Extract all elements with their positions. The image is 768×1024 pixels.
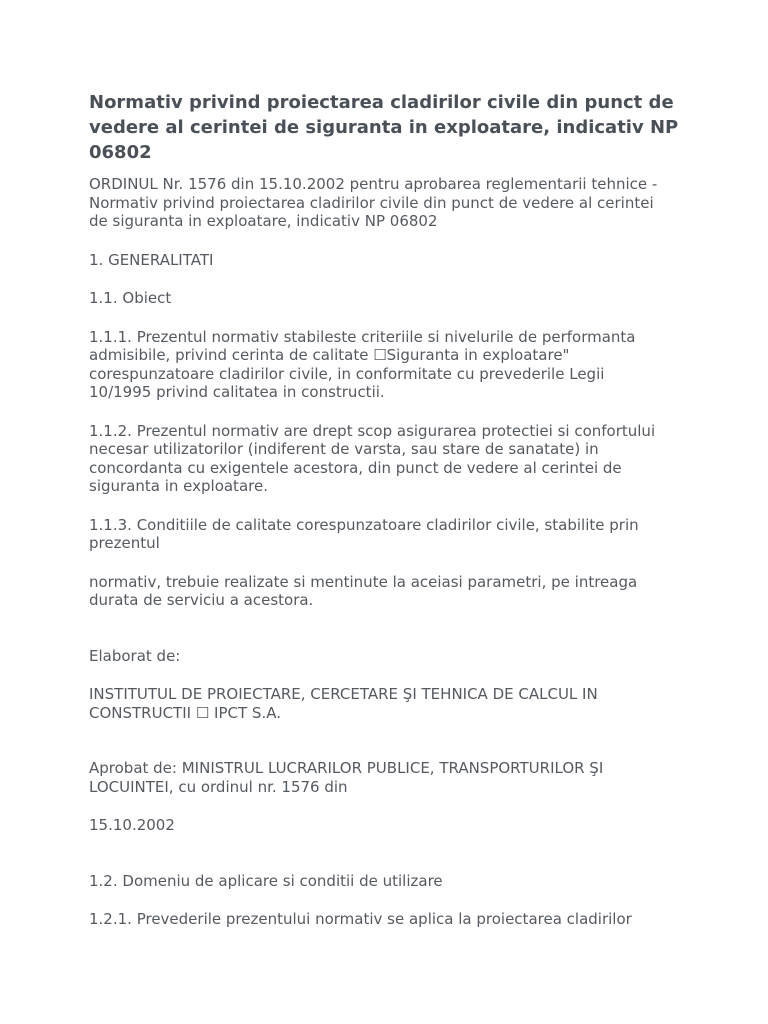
paragraph-aprobat: [89, 759, 689, 796]
text-line: durata de serviciu a acestora.: [89, 591, 314, 609]
title-line: Normativ privind proiectarea cladirilor civile din punct de: [89, 92, 674, 113]
text-line: necesar utilizatorilor (indiferent de varsta, sau stare de sanatate) in: [89, 440, 599, 458]
text-line: siguranta in exploatare.: [89, 477, 268, 495]
text-line: Normativ privind proiectarea cladirilor civile din punct de vedere al cerintei: [89, 193, 654, 212]
label-elaborat: [89, 647, 689, 666]
paragraph-institutul: [89, 685, 689, 722]
document-title: [89, 90, 689, 165]
paragraph-1-1-2: [89, 422, 689, 496]
title-line: 06802: [89, 142, 152, 163]
text-line: 15.10.2002: [89, 816, 175, 834]
text-line: prezentul: [89, 534, 160, 552]
paragraph-ordin: [89, 175, 689, 231]
text-line: concordanta cu exigentele acestora, din punct de vedere al cerintei de: [89, 458, 622, 477]
text-line: CONSTRUCTII ☐ IPCT S.A.: [89, 703, 281, 722]
title-line: vedere al cerintei de siguranta in exploatare, indicativ NP: [89, 117, 679, 138]
text-line: 1.1.2. Prezentul normativ are drept scop asigurarea protectiei si confortului: [89, 421, 656, 440]
text-line: INSTITUTUL DE PROIECTARE, CERCETARE ŞI TEHNICA DE CALCUL IN: [89, 685, 598, 703]
text-line: de siguranta in exploatare, indicativ NP 06802: [89, 212, 438, 230]
section-heading-obiect: [89, 289, 689, 308]
text-line: 10/1995 privind calitatea in constructii.: [89, 383, 385, 401]
paragraph-data: [89, 816, 689, 835]
text-line: LOCUINTEI, cu ordinul nr. 1576 din: [89, 777, 348, 796]
section-heading-generalitati: [89, 251, 689, 270]
text-line: normativ, trebuie realizate si mentinute la aceiasi parametri, pe intreaga: [89, 572, 638, 591]
paragraph-1-1-1: [89, 328, 689, 402]
text-line: 1.1.3. Conditiile de calitate corespunzatoare cladirilor civile, stabilite prin: [89, 515, 639, 534]
section-heading-domeniu: [89, 872, 689, 891]
text-line: ORDINUL Nr. 1576 din 15.10.2002 pentru aprobarea reglementarii tehnice -: [89, 175, 658, 193]
text-line: admisibile, privind cerinta de calitate ☐Siguranta in exploatare": [89, 346, 570, 364]
paragraph-1-2-1: [89, 910, 689, 929]
text-line: 1.2. Domeniu de aplicare si conditii de utilizare: [89, 871, 443, 890]
text-line: 1.1.1. Prezentul normativ stabileste criteriile si nivelurile de performanta: [89, 327, 636, 346]
text-line: Elaborat de:: [89, 646, 181, 665]
text-line: Aprobat de: MINISTRUL LUCRARILOR PUBLICE, TRANSPORTURILOR ŞI: [89, 759, 604, 777]
text-line: corespunzatoare cladirilor civile, in conformitate cu prevederile Legii: [89, 364, 605, 383]
document-page: [89, 90, 689, 929]
text-line: 1. GENERALITATI: [89, 250, 214, 269]
paragraph-normativ: [89, 573, 689, 610]
text-line: 1.2.1. Prevederile prezentului normativ se aplica la proiectarea cladirilor: [89, 910, 632, 928]
paragraph-1-1-3: [89, 516, 689, 553]
text-line: 1.1. Obiect: [89, 289, 172, 307]
